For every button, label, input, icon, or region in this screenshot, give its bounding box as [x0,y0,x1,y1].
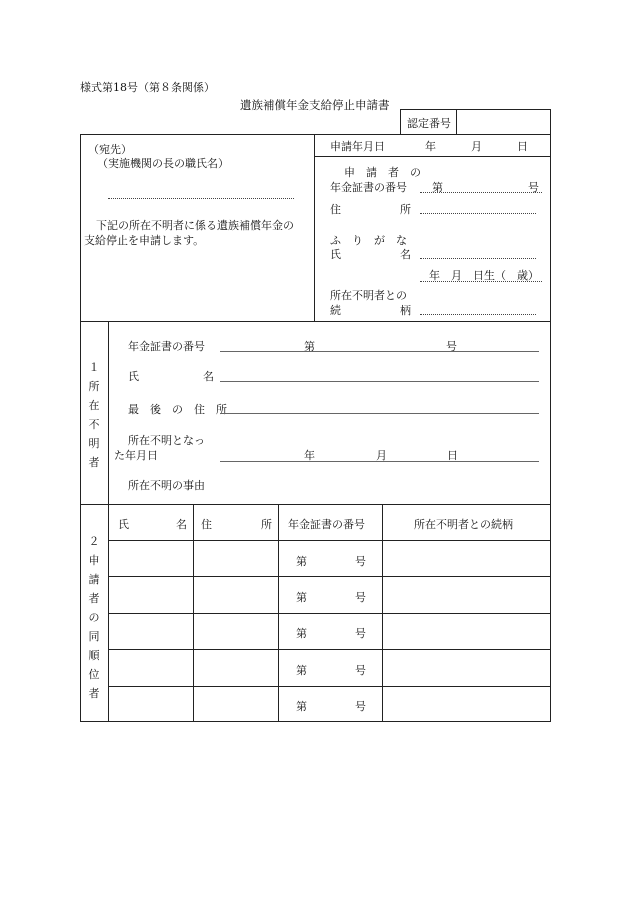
missing-name-label-2: 名 [203,370,214,383]
row-relation-cell[interactable] [384,615,550,648]
row-cert-suffix: 号 [355,591,366,604]
row-cert-prefix: 第 [296,627,307,640]
date-year-label: 年 [425,140,436,153]
applicant-name-label-2: 名 [400,248,411,261]
col-address-label-2: 所 [261,518,272,531]
missing-day-label: 日 [447,449,458,462]
row-cert-suffix: 号 [355,555,366,568]
relation-field[interactable] [420,314,536,315]
applicant-address-field[interactable] [420,213,536,214]
applicant-cert-prefix: 第 [432,181,443,194]
col-name-label-1: 氏 [118,518,129,531]
section1-label: １ 所 在 不 明 者 [88,361,100,469]
missing-cert-label: 年金証書の番号 [128,340,205,353]
row-cert-prefix: 第 [296,555,307,568]
applicant-cert-label-1: 申 請 者 の [344,166,421,179]
missing-date-label-2: た年月日 [114,449,158,462]
missing-date-label-1: 所在不明となっ [128,434,205,447]
relation-label-1: 所在不明者との [330,289,407,302]
last-address-field[interactable] [220,413,539,414]
applicant-address-label-1: 住 [330,203,341,216]
row-address-cell[interactable] [195,688,277,721]
addressee-label: （宛先） [88,143,132,156]
statement-line-2: 支給停止を申請します。 [84,234,205,247]
reason-label: 所在不明の事由 [128,479,205,492]
form-number: 様式第18号（第８条関係） [80,81,215,94]
section2-label: ２ 申 請 者 の 同 順 位 者 [88,535,100,700]
applicant-birth-field[interactable] [420,281,542,282]
missing-name-label-1: 氏 [128,370,139,383]
row-relation-cell[interactable] [384,578,550,612]
cert-number-field[interactable] [462,111,546,133]
col-name-label-2: 名 [176,518,187,531]
row-address-cell[interactable] [195,542,277,575]
applicant-name-field[interactable] [420,258,536,259]
form-title: 遺族補償年金支給停止申請書 [240,98,390,112]
applicant-cert-label-2: 年金証書の番号 [330,181,407,194]
col-address-label-1: 住 [201,518,212,531]
missing-cert-prefix: 第 [304,340,315,353]
addressee-field[interactable] [108,198,294,199]
date-month-label: 月 [471,140,482,153]
missing-name-field[interactable] [220,381,539,382]
row-cert-prefix: 第 [296,700,307,713]
row-cert-suffix: 号 [355,700,366,713]
row-cert-suffix: 号 [355,664,366,677]
missing-cert-suffix: 号 [446,340,457,353]
applicant-cert-field[interactable] [420,192,542,193]
row-name-cell[interactable] [110,615,192,648]
col-relation-label: 所在不明者との続柄 [414,518,513,531]
row-cert-prefix: 第 [296,664,307,677]
last-address-label: 最 後 の 住 所 [128,403,227,416]
reason-field[interactable] [220,474,538,496]
applicant-birth: 年 月 日生（ 歳） [429,269,539,282]
row-name-cell[interactable] [110,578,192,612]
relation-label-2a: 続 [330,304,341,317]
date-day-label: 日 [517,140,528,153]
applicant-address-label-2: 所 [400,203,411,216]
col-cert-label: 年金証書の番号 [288,518,365,531]
applicant-name-label-1: 氏 [330,248,341,261]
missing-date-field[interactable] [220,461,539,462]
relation-label-2b: 柄 [400,304,411,317]
missing-cert-field[interactable] [220,351,539,352]
row-name-cell[interactable] [110,542,192,575]
row-relation-cell[interactable] [384,542,550,575]
row-relation-cell[interactable] [384,688,550,721]
row-address-cell[interactable] [195,578,277,612]
row-cert-suffix: 号 [355,627,366,640]
row-name-cell[interactable] [110,688,192,721]
row-cert-prefix: 第 [296,591,307,604]
applicant-cert-suffix: 号 [528,181,539,194]
row-address-cell[interactable] [195,651,277,685]
row-address-cell[interactable] [195,615,277,648]
cert-number-label: 認定番号 [407,117,451,130]
missing-month-label: 月 [376,449,387,462]
statement-line-1: 下記の所在不明者に係る遺族補償年金の [96,219,294,232]
row-name-cell[interactable] [110,651,192,685]
missing-year-label: 年 [304,449,315,462]
addressee-title-label: （実施機関の長の職氏名） [97,157,229,170]
furigana-label: ふ り が な [330,234,407,247]
row-relation-cell[interactable] [384,651,550,685]
application-date-label: 申請年月日 [330,140,385,153]
